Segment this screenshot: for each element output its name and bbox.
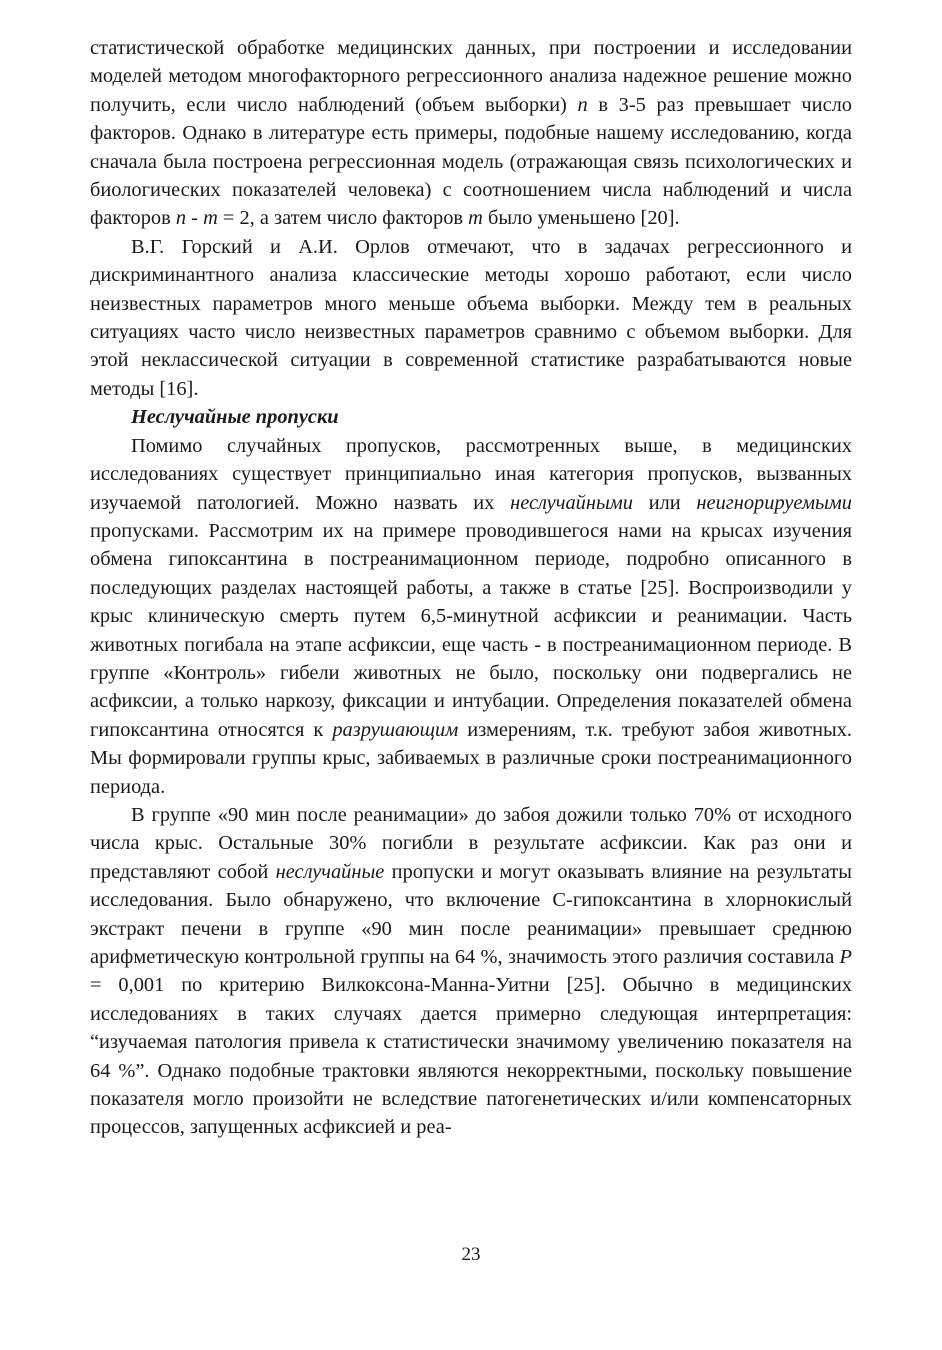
italic-term: P xyxy=(839,946,852,968)
section-heading: Неслучайные пропуски xyxy=(131,406,339,429)
text-run: - xyxy=(186,207,204,230)
italic-term: неслучайные xyxy=(275,860,385,883)
paragraph-gorsky-orlov xyxy=(90,233,852,403)
italic-term: m xyxy=(468,207,483,230)
italic-term: разрушающим xyxy=(332,718,459,741)
page-body xyxy=(90,34,852,1142)
text-run: В группе «90 мин после реанимации» до забоя дожили только 70% от исходного числа крыс. Остальные 30% погибли в результате асфиксии. Как раз они и представляют собой xyxy=(90,803,852,883)
paragraph-nonrandom-missing xyxy=(90,432,852,801)
italic-term: m xyxy=(203,207,218,230)
text-run: = 0,001 по критерию Вилкоксона-Манна-Уитни [25]. Обычно в медицинских исследованиях в таких случаях дается примерно следующая интерпретация: “изучаемая патология привела к статистически значимому увеличению показателя на 64 %”. Однако подобные трактовки являются некорректными, поскольку повышение показателя могло произойти не вследствие патогенетических и/или компенсаторных процессов, запущенных асфиксией и реа- xyxy=(90,974,852,1139)
paragraph-continuation xyxy=(90,34,852,233)
text-run: измерениям, т.к. требуют забоя животных. Мы формировали группы крыс, забиваемых в различные сроки постреанимационного периода. xyxy=(90,718,852,798)
paragraph-90-min-group xyxy=(90,801,852,1142)
italic-term: n xyxy=(577,93,588,116)
page-number: 23 xyxy=(461,1244,481,1265)
text-run: было уменьшено [20]. xyxy=(482,207,680,230)
text-run: Помимо случайных пропусков, рассмотренных выше, в медицинских исследованиях существует принципиально иная категория пропусков, вызванных изучаемой патологией. Можно назвать их xyxy=(90,434,852,514)
text-run: пропусками. Рассмотрим их на примере проводившегося нами на крысах изучения обмена гипоксантина в постреанимационном периоде, подробно описанного в последующих разделах настоящей работы, а также в статье [25]. Воспроизводили у крыс клиническую смерть путем 6,5-минутной асфиксии и реанимации. Часть животных погибала на этапе асфиксии, еще часть - в постреанимационном периоде. В группе «Контроль» гибели животных не было, поскольку они подвергались не асфиксии, а только наркозу, фиксации и интубации. Определения показателей обмена гипоксантина относятся к xyxy=(90,519,852,741)
text-run: пропуски и могут оказывать влияние на результаты исследования. Было обнаружено, что включение С-гипоксантина в хлорнокислый экстракт печени в группе «90 мин после реанимации» превышает среднюю арифметическую контрольной группы на 64 %, значимость этого различия составила xyxy=(90,860,852,968)
text-run: в 3-5 раз превышает число факторов. Однако в литературе есть примеры, подобные нашему исследованию, когда сначала была построена регрессионная модель (отражающая связь психологических и биологических показателей человека) с соотношением числа наблюдений и числа факторов xyxy=(90,93,852,230)
text-run: = 2, а затем число факторов xyxy=(217,207,469,230)
italic-term: неигнорируемыми xyxy=(696,491,852,514)
text-run: В.Г. Горский и А.И. Орлов отмечают, что в задачах регрессионного и дискриминантного анализа классические методы хорошо работают, если число неизвестных параметров много меньше объема выборки. Между тем в реальных ситуациях часто число неизвестных параметров сравнимо с объемом выборки. Для этой неклассической ситуации в современной статистике разрабатываются новые методы [16]. xyxy=(90,235,852,400)
italic-term: неслучайными xyxy=(510,491,633,514)
text-run: статистической обработке медицинских данных, при построении и исследовании моделей методом многофакторного регрессионного анализа надежное решение можно получить, если число наблюдений (объем выборки) xyxy=(90,37,852,116)
text-run: или xyxy=(632,491,697,514)
italic-term: n xyxy=(175,207,187,230)
